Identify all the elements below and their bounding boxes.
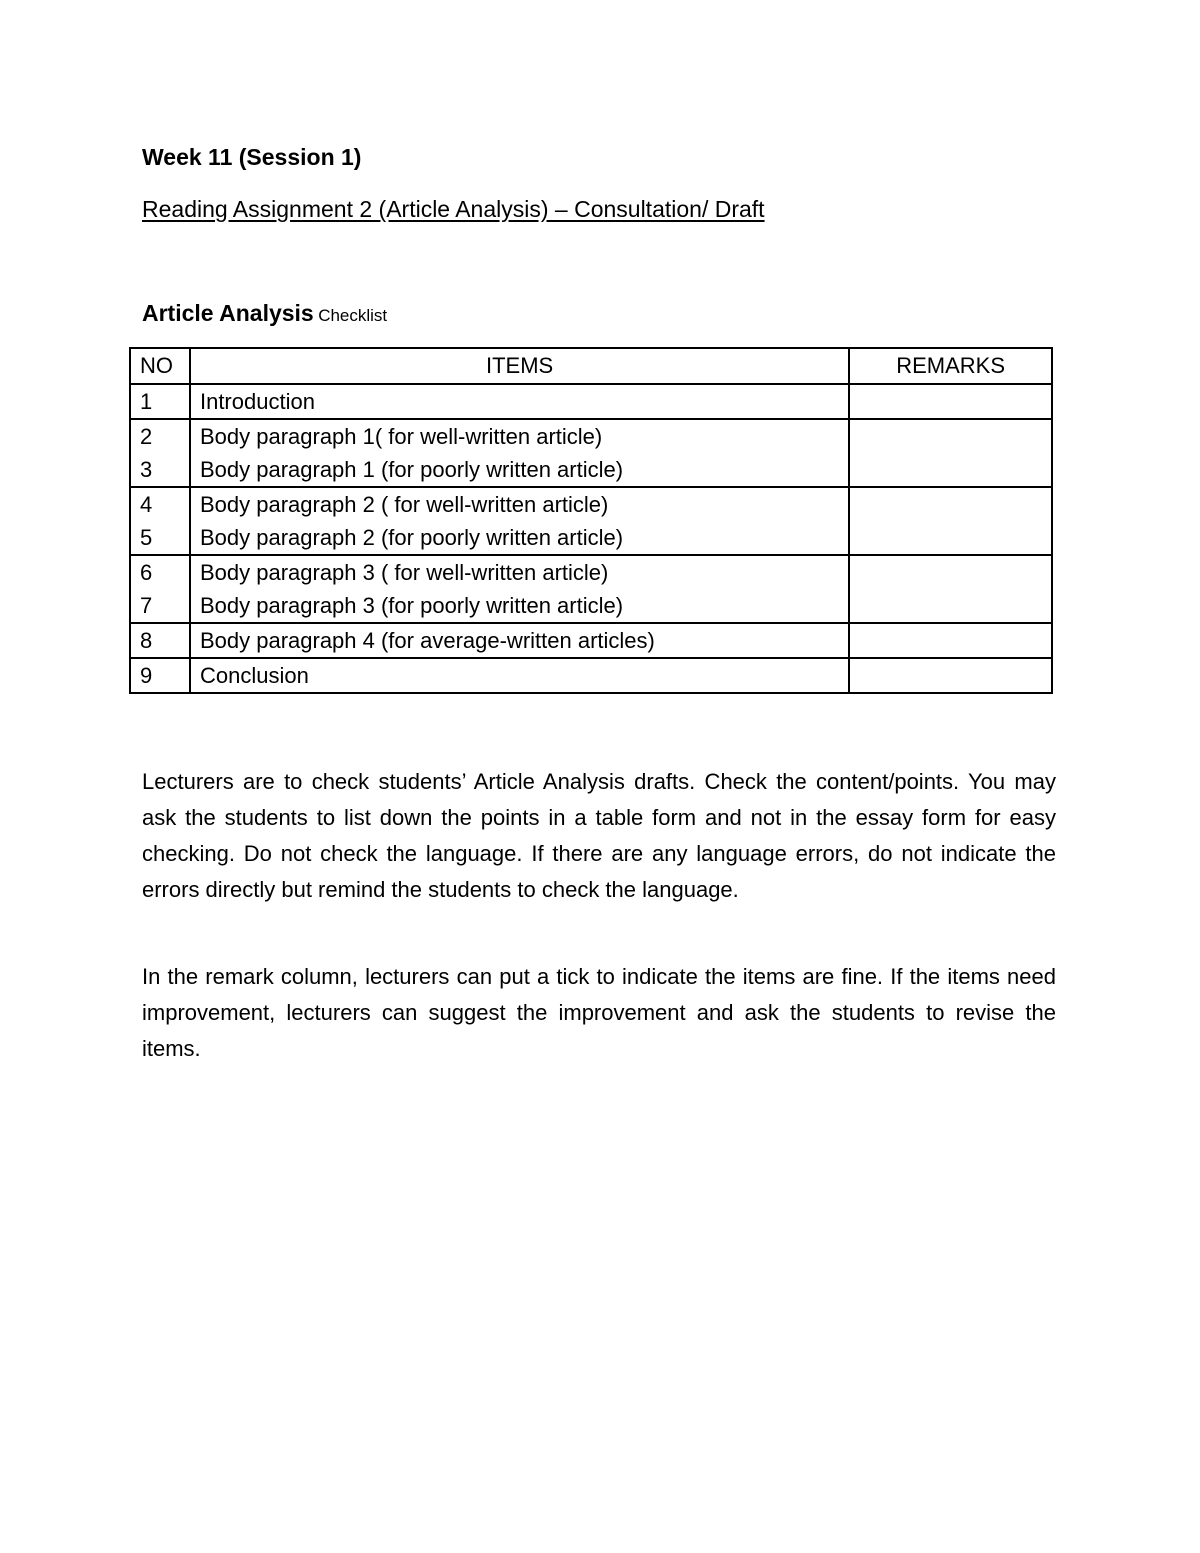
row-items-cell	[190, 384, 849, 419]
row-item: Body paragraph 3 (for poorly written article)	[199, 593, 624, 618]
row-items-cell	[190, 658, 849, 693]
row-no-cell	[130, 384, 190, 419]
checklist-table	[129, 347, 1053, 694]
table-row	[130, 384, 1052, 419]
row-no: 6	[140, 560, 153, 585]
row-item: Body paragraph 3 ( for well-written article)	[199, 560, 609, 585]
remarks-paragraph: In the remark column, lecturers can put a tick to indicate the items are fine. If the items need improvement, lecturers can suggest the improvement and ask the students to revise the items.	[142, 964, 1056, 1061]
row-remarks-cell	[849, 419, 1052, 487]
row-items-cell	[190, 487, 849, 555]
row-no: 9	[140, 663, 153, 688]
row-no-cell	[130, 419, 190, 487]
page-title: Week 11 (Session 1)	[142, 144, 362, 170]
table-row	[130, 487, 1052, 555]
row-item: Body paragraph 2 (for poorly written article)	[199, 525, 624, 550]
assignment-subtitle: Reading Assignment 2 (Article Analysis) – Consultation/ Draft	[142, 196, 765, 222]
row-items-cell	[190, 555, 849, 623]
row-remarks-cell	[849, 623, 1052, 658]
row-no: 1	[140, 389, 153, 414]
row-remarks-cell	[849, 384, 1052, 419]
row-no: 8	[140, 628, 153, 653]
row-no-cell	[130, 487, 190, 555]
row-remarks-cell	[849, 658, 1052, 693]
header-remarks: REMARKS	[849, 348, 1052, 384]
row-no: 7	[140, 593, 153, 618]
row-item: Body paragraph 1( for well-written article)	[199, 424, 603, 449]
header-items: ITEMS	[190, 348, 849, 384]
checklist-title	[142, 300, 387, 327]
checklist-title-label: Checklist	[318, 306, 388, 325]
header-no: NO	[130, 348, 190, 384]
row-items-cell	[190, 623, 849, 658]
row-item: Conclusion	[199, 663, 309, 688]
row-item: Introduction	[199, 389, 315, 414]
row-no-cell	[130, 623, 190, 658]
row-no: 4	[140, 492, 153, 517]
row-items-cell	[190, 419, 849, 487]
row-item: Body paragraph 4 (for average-written articles)	[199, 628, 655, 653]
row-item: Body paragraph 1 (for poorly written article)	[199, 457, 624, 482]
table-row	[130, 419, 1052, 487]
row-item: Body paragraph 2 ( for well-written article)	[199, 492, 609, 517]
row-no-cell	[130, 658, 190, 693]
row-remarks-cell	[849, 555, 1052, 623]
row-no-cell	[130, 555, 190, 623]
table-header-row	[130, 348, 1052, 384]
row-no: 3	[140, 457, 153, 482]
row-no: 2	[140, 424, 153, 449]
row-remarks-cell	[849, 487, 1052, 555]
table-row	[130, 658, 1052, 693]
instructions-paragraph: Lecturers are to check students’ Article Analysis drafts. Check the content/points. You may ask the students to list down the points in a table form and not in the essay form for easy checking. Do not check the language. If there are any language errors, do not indicate the errors directly but remind the students to check the language.	[142, 769, 1056, 902]
table-row	[130, 623, 1052, 658]
checklist-title-bold: Article Analysis	[142, 300, 314, 326]
row-no: 5	[140, 525, 153, 550]
table-row	[130, 555, 1052, 623]
